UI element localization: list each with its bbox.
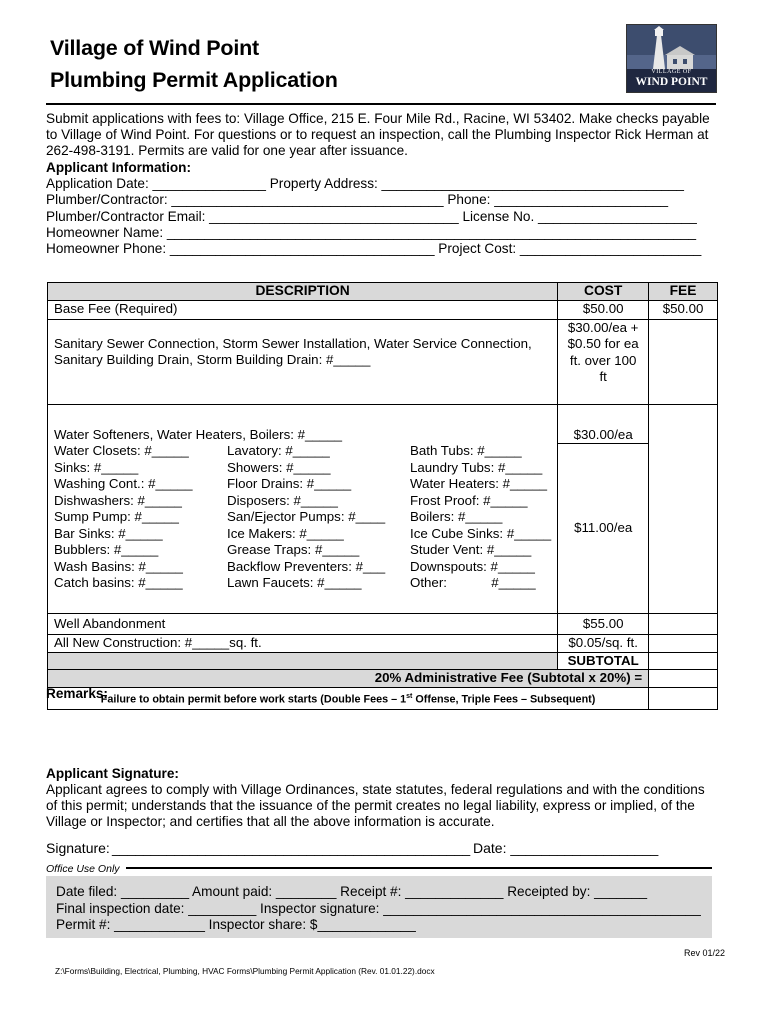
table-row — [48, 688, 718, 710]
fixture-item[interactable]: Boilers: #_____ — [410, 509, 503, 524]
fixture-item[interactable]: Lavatory: #_____ — [227, 443, 330, 458]
cost-header: COST — [558, 283, 649, 301]
construction-cost: $0.05/sq. ft. — [558, 634, 649, 652]
office-divider — [126, 867, 712, 869]
sewer-cost-line-2: $0.50 for ea — [567, 336, 639, 351]
sewer-desc-line-2: Sanitary Building Drain, Storm Building Drain: #_____ — [54, 352, 371, 367]
homeowner-phone-field[interactable]: Homeowner Phone: ___________________________________ Project Cost: ________________________ — [46, 241, 702, 256]
signature-date-field[interactable]: Date: ___________________ — [473, 840, 659, 856]
sewer-cost-line-4: ft — [599, 369, 607, 384]
fixture-item[interactable]: Downspouts: #_____ — [410, 558, 535, 574]
fixture-item[interactable]: Backflow Preventers: #___ — [227, 558, 386, 574]
description-header: DESCRIPTION — [48, 283, 558, 301]
table-row — [48, 613, 718, 634]
agreement-line-1: Applicant agrees to comply with Village Ordinances, state statutes, federal regulations and with the conditions — [46, 782, 705, 797]
fixture-item[interactable]: Frost Proof: #_____ — [410, 492, 528, 508]
sewer-desc-line-1: Sanitary Sewer Connection, Storm Sewer Installation, Water Service Connection, — [54, 335, 532, 351]
agreement-line-2: of this permit; understands that the issuance of the permit creates no legal liability, express or implied, of the — [46, 798, 695, 813]
fee-header: FEE — [649, 283, 718, 301]
date-filed-field[interactable]: Date filed: _________ Amount paid: ________ Receipt #: _____________ Receipted by: _______ — [56, 884, 648, 899]
fixture-item[interactable]: Bubblers: #_____ — [54, 542, 159, 557]
fixture-item[interactable]: Washing Cont.: #_____ — [54, 476, 193, 491]
construction-fee-cell[interactable] — [649, 634, 718, 652]
homeowner-name-field[interactable]: Homeowner Name: ______________________________________________________________________ — [46, 225, 697, 240]
fixture-item[interactable]: Catch basins: #_____ — [54, 575, 183, 590]
intro-line-3: 262-498-3191. Permits are valid for one year after issuance. — [46, 143, 408, 158]
header-rule — [46, 103, 716, 105]
fixture-item[interactable]: Showers: #_____ — [227, 459, 331, 475]
fixture-item[interactable]: Laundry Tubs: #_____ — [410, 459, 543, 475]
signature-field[interactable]: ______________________________________________ — [112, 840, 471, 856]
base-fee-value: $50.00 — [649, 300, 718, 319]
file-path: Z:\Forms\Building, Electrical, Plumbing, HVAC Forms\Plumbing Permit Application (Rev. 01.01.22).docx — [55, 966, 435, 976]
fixture-item[interactable]: Sump Pump: #_____ — [54, 509, 179, 524]
admin-fee-label: 20% Administrative Fee (Subtotal x 20%) = — [48, 670, 649, 688]
fixture-item[interactable]: Studer Vent: #_____ — [410, 542, 532, 557]
fixture-item[interactable]: Water Heaters: #_____ — [410, 476, 547, 491]
village-logo — [626, 24, 717, 93]
fixture-item[interactable]: Floor Drains: #_____ — [227, 476, 352, 491]
sewer-fee-cell[interactable] — [649, 319, 718, 404]
subtotal-value-cell[interactable] — [649, 652, 718, 670]
fixture-item[interactable]: San/Ejector Pumps: #____ — [227, 509, 386, 524]
softeners-cost: $30.00/ea — [558, 405, 648, 444]
fixture-item[interactable]: Disposers: #_____ — [227, 492, 338, 508]
subtotal-label: SUBTOTAL — [558, 652, 649, 670]
sewer-cost-line-1: $30.00/ea + — [567, 319, 639, 335]
fixture-list — [54, 443, 551, 592]
applicant-heading: Applicant Information: — [46, 160, 191, 175]
fixture-item[interactable]: Ice Cube Sinks: #_____ — [410, 525, 552, 541]
fixture-item[interactable]: Grease Traps: #_____ — [227, 542, 360, 557]
contractor-email-field[interactable]: Plumber/Contractor Email: _________________________________ License No. _____________________ — [46, 209, 697, 224]
failure-note-fee-cell[interactable] — [649, 688, 718, 710]
base-fee-cost: $50.00 — [558, 300, 649, 319]
intro-line-2: to Village of Wind Point. For questions or to request an inspection, call the Plumbing Inspector Rick Herman at — [46, 127, 709, 142]
table-row — [48, 319, 718, 404]
application-date-field[interactable]: Application Date: _______________ Property Address: ________________________________________ — [46, 176, 684, 191]
intro-line-1: Submit applications with fees to: Village Office, 215 E. Four Mile Rd., Racine, WI 53402. Make checks payable — [46, 111, 710, 126]
well-cost: $55.00 — [558, 613, 649, 634]
construction-desc: All New Construction: #_____sq. ft. — [48, 634, 558, 652]
table-row — [48, 634, 718, 652]
plumber-contractor-field[interactable]: Plumber/Contractor: ____________________________________ Phone: _______________________ — [46, 192, 669, 207]
table-row — [48, 652, 718, 670]
page-title: Village of Wind Point — [50, 36, 260, 60]
page-subtitle: Plumbing Permit Application — [50, 68, 338, 92]
permit-number-field[interactable]: Permit #: ____________ Inspector share: $_____________ — [56, 917, 416, 932]
fixture-item[interactable]: Sinks: #_____ — [54, 459, 139, 475]
revision-label: Rev 01/22 — [684, 948, 726, 958]
remarks-label: Remarks: — [46, 686, 108, 701]
signature-heading: Applicant Signature: — [46, 766, 179, 781]
fixture-item[interactable]: Lawn Faucets: #_____ — [227, 575, 362, 590]
logo-text-large: WIND POINT — [635, 76, 708, 88]
sewer-cost-line-3: ft. over 100 — [569, 352, 637, 368]
well-desc: Well Abandonment — [48, 613, 558, 634]
table-row — [48, 670, 718, 688]
fixtures-cost: $11.00/ea — [574, 519, 633, 535]
softeners-desc: Water Softeners, Water Heaters, Boilers: #_____ — [54, 426, 342, 442]
admin-fee-value-cell[interactable] — [649, 670, 718, 688]
well-fee-cell[interactable] — [649, 613, 718, 634]
fixture-item[interactable]: Wash Basins: #_____ — [54, 558, 183, 574]
final-inspection-field[interactable]: Final inspection date: _________ Inspector signature: __________________________________________ — [56, 901, 701, 916]
fixtures-fee-cell[interactable] — [649, 404, 718, 613]
fixture-item[interactable]: Ice Makers: #_____ — [227, 525, 344, 541]
fixture-item[interactable]: Water Closets: #_____ — [54, 443, 189, 458]
fixture-item[interactable]: Bar Sinks: #_____ — [54, 525, 163, 541]
logo-text-small: VILLAGE OF — [651, 69, 692, 75]
office-use-label: Office Use Only — [46, 863, 120, 875]
agreement-line-3: Village or Inspector; and certifies that all the above information is accurate. — [46, 814, 495, 829]
table-row — [48, 404, 718, 613]
fixture-item[interactable]: Dishwashers: #_____ — [54, 492, 182, 508]
table-row — [48, 300, 718, 319]
failure-note: Failure to obtain permit before work starts (Double Fees – 1st Offense, Triple Fees – Subsequent) — [48, 688, 649, 710]
fee-table — [47, 282, 718, 710]
table-header-row — [48, 283, 718, 301]
base-fee-desc: Base Fee (Required) — [48, 300, 558, 319]
fixture-item[interactable]: Bath Tubs: #_____ — [410, 443, 522, 458]
fixture-item[interactable]: Other: #_____ — [410, 575, 536, 590]
signature-label: Signature: — [46, 840, 110, 856]
